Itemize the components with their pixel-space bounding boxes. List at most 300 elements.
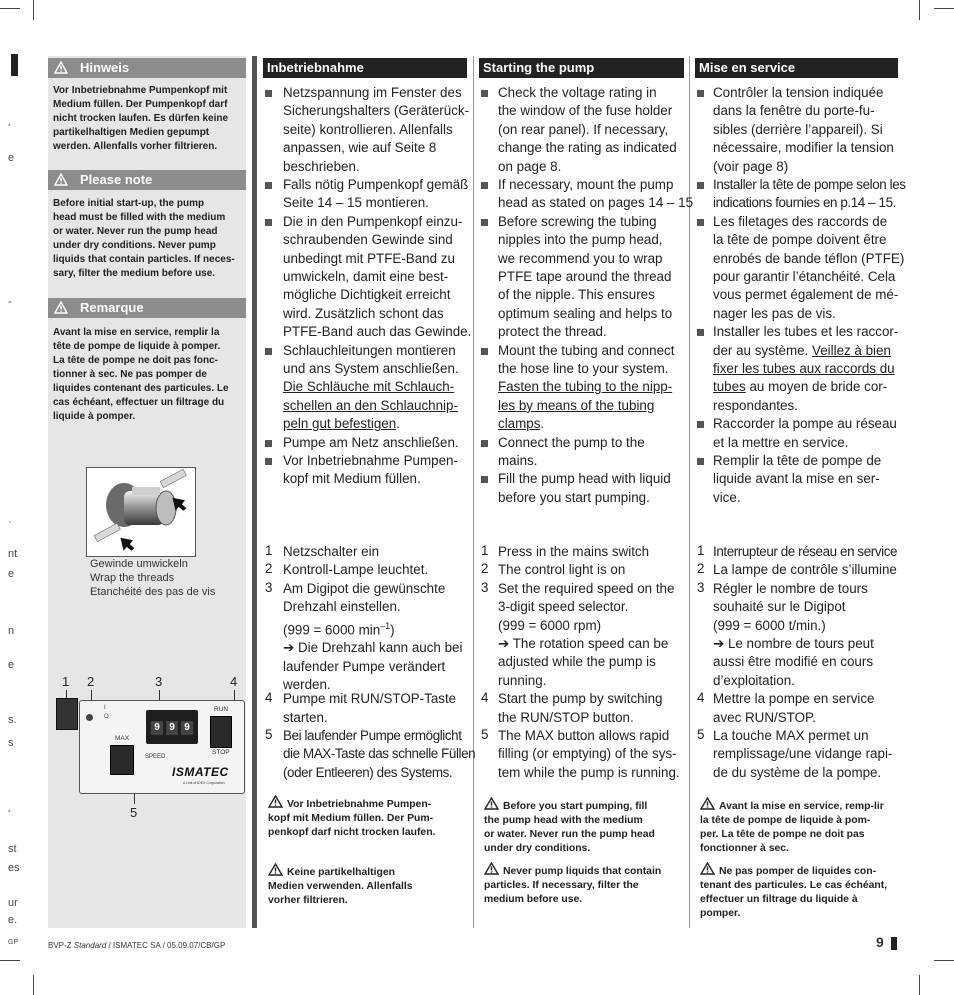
warning-note: [484, 797, 655, 856]
bullet-line: vous permet également de mé-: [713, 287, 899, 303]
warning-line: [700, 814, 884, 828]
warning-text: per. La tête de pompe ne doit pas: [700, 829, 865, 840]
margin-fragment: ‘: [8, 122, 11, 134]
step-line: Bei laufender Pumpe ermöglicht: [283, 728, 462, 743]
crop-mark: [33, 0, 34, 20]
bullet-item: [713, 213, 904, 323]
footer-variant: Standard: [73, 941, 107, 950]
panel-callout-4: 4: [230, 674, 238, 689]
bullet-line: pour garantir l’étanchéité. Cela: [713, 269, 896, 285]
margin-fragment: e: [8, 152, 15, 164]
crop-mark: [0, 960, 20, 961]
step-item: [498, 543, 649, 561]
bullet-line: dans la fenêtre du porte-fu-: [713, 103, 875, 119]
bullet-line: [498, 397, 674, 415]
warning-line: [484, 828, 655, 842]
bullet-square: [265, 90, 272, 97]
bullet-square: [265, 348, 272, 355]
step-number: 5: [697, 727, 705, 742]
crop-mark: [934, 8, 954, 9]
step-item: [283, 690, 456, 727]
step-line: Am Digipot die gewünschte: [283, 580, 446, 596]
warning-line: [700, 828, 884, 842]
bullet-line: [283, 378, 459, 396]
bullet-line: Mount the tubing and connect: [498, 342, 675, 358]
warning-line: [484, 797, 655, 814]
warning-text: fonctionner à sec.: [700, 843, 789, 854]
bullet-line: [713, 378, 898, 396]
bullet-line: [283, 415, 459, 433]
sidebar-text-line: liquide à pomper.: [53, 411, 136, 422]
bullet-line: [498, 378, 674, 396]
bullet-square: [697, 421, 704, 428]
bullet-line: vice.: [713, 489, 741, 505]
sidebar-text-line: liquids that contain particles. If neces-: [53, 254, 235, 265]
bullet-line: Raccorder la pompe au réseau: [713, 416, 897, 432]
bullet-line: respondantes.: [713, 397, 798, 413]
bullet-item: [713, 323, 898, 415]
bullet-line: Contrôler la tension indiquée: [713, 85, 884, 100]
max-label: MAX: [115, 735, 130, 742]
bullet-line: [713, 360, 898, 378]
bullet-item: [498, 213, 672, 342]
sidebar-text-line: Before initial start-up, the pump: [53, 198, 205, 209]
bullet-item: [498, 176, 693, 213]
bullet-line: Check the voltage rating in: [498, 85, 657, 100]
footer-model: BVP-Z: [48, 941, 72, 950]
control-lamp: [86, 714, 93, 721]
step-number: 2: [481, 561, 489, 577]
step-number: 1: [481, 543, 489, 558]
step-line: Drehzahl einstellen.: [283, 599, 401, 615]
step-item: [283, 727, 475, 782]
warning-text: Medien verwenden. Allenfalls: [268, 881, 413, 892]
digipot-digit-1: 9: [151, 721, 163, 735]
bullet-square: [265, 219, 272, 226]
bullet-item: [283, 213, 471, 342]
warning-text: tenant des particules. Le cas échéant,: [700, 880, 888, 891]
underlined-text: fixer les tubes aux raccords du: [713, 361, 895, 376]
step-line: Kontroll-Lampe leuchtet.: [283, 562, 429, 578]
bullet-line: Connect the pump to the: [498, 434, 645, 450]
crop-mark: [33, 975, 34, 995]
bullet-line: Les filetages des raccords de: [713, 213, 888, 229]
bullet-line: indications fournies en p.14 – 15.: [713, 195, 896, 211]
bullet-square: [481, 90, 488, 97]
warning-line: [484, 879, 661, 893]
bullet-line: Before screwing the tubing: [498, 213, 657, 229]
step-line: laufender Pumpe verändert: [283, 658, 446, 674]
step-line: (oder Entleeren) des Systems.: [283, 764, 453, 780]
bullet-square: [265, 440, 272, 447]
step-line: (999 = 6000 t/min.): [713, 617, 826, 633]
crop-mark: [919, 975, 920, 995]
bullet-item: [283, 176, 468, 213]
sidebar-text-line: cas échéant, effectuer un filtrage du: [53, 397, 225, 408]
indicator-on-label: I: [104, 705, 106, 711]
bullet-item: [498, 470, 671, 507]
caption-line: Wrap the threads: [90, 572, 175, 584]
step-line: die MAX-Taste das schnelle Füllen: [283, 746, 476, 762]
crop-mark: [0, 8, 20, 9]
bullet-line: If necessary, mount the pump: [498, 177, 674, 192]
bullet-line: PTFE-Band auch das Gewinde.: [283, 324, 472, 340]
crop-mark: [934, 960, 954, 961]
please-note-heading: [48, 170, 246, 190]
step-line: (999 = 6000 $\min^{-1}$): [283, 620, 395, 638]
bullet-line: optimum sealing and helps to: [498, 305, 673, 321]
underlined-text: Veillez à bien: [812, 342, 891, 358]
bullet-line: change the rating as indicated: [498, 140, 677, 156]
page-number: 9: [876, 934, 884, 950]
superscript-exponent: –1: [380, 620, 391, 631]
bullet-line: we recommend you to wrap: [498, 250, 663, 266]
step-line: Pumpe mit RUN/STOP-Taste: [283, 691, 457, 707]
bullet-line: seite) kontrollieren. Allenfalls: [283, 121, 453, 137]
step-number: 5: [481, 727, 489, 742]
bullet-line: before you start pumping.: [498, 489, 650, 505]
bullet-line: the hose line to your system.: [498, 361, 669, 376]
underlined-text: tubes: [713, 379, 746, 395]
step-line: de du système de la pompe.: [713, 764, 882, 780]
margin-fragment: e: [8, 659, 15, 671]
step-line: avec RUN/STOP.: [713, 709, 816, 725]
bullet-line: (on rear panel). If necessary,: [498, 121, 669, 137]
warning-icon: [268, 795, 283, 808]
margin-fragment: ur: [8, 897, 18, 909]
step-item: [498, 727, 680, 782]
digipot-digit-2: 9: [166, 721, 178, 735]
warning-text: effectuer un filtrage du liquide à: [700, 894, 858, 905]
warning-icon: [54, 61, 68, 74]
pump-head-photo: [86, 467, 196, 557]
step-number: 1: [265, 543, 273, 558]
hinweis-title: Hinweis: [80, 60, 130, 75]
footer-rest: / ISMATEC SA / 05.09.07/CB/GP: [106, 941, 226, 950]
bullet-line: und ans System anschließen.: [283, 361, 459, 376]
bullet-square: [697, 219, 704, 226]
bullet-line: protect the thread.: [498, 324, 607, 340]
step-line: aussi être modifié en cours: [713, 654, 874, 670]
warning-text: kopf mit Medium füllen. Der Pum-: [268, 813, 434, 824]
bullet-line: PTFE tape around the thread: [498, 269, 672, 285]
warning-note: [700, 797, 884, 856]
bullet-line: enrobés de bande téflon (PTFE): [713, 250, 905, 266]
bullet-line: mögliche Dichtigkeit erreicht: [283, 287, 451, 303]
step-line: the RUN/STOP button.: [498, 709, 634, 725]
bullet-line: mains.: [498, 453, 538, 468]
margin-fragment: st: [8, 843, 17, 855]
warning-note: [484, 862, 661, 907]
warning-line: [268, 863, 413, 880]
digipot-digit-3: 9: [181, 721, 193, 735]
warning-line: [700, 842, 884, 856]
bullet-line: Netzspannung im Fenster des: [283, 85, 462, 100]
sidebar-text-line: under dry conditions. Never pump: [53, 240, 216, 251]
bullet-line: wird. Zusätzlich schont das: [283, 305, 444, 321]
bullet-line: Schlauchleitungen montieren: [283, 342, 456, 358]
bullet-line: head as stated on pages 14 – 15: [498, 195, 694, 211]
bullet-square: [481, 182, 488, 189]
bullet-line: [283, 397, 459, 415]
run-label: RUN: [214, 706, 229, 713]
column-separator: [473, 56, 474, 928]
bullet-line: Die in den Pumpenkopf einzu-: [283, 213, 463, 229]
bullet-line: der au système. Veillez à bien: [713, 342, 891, 358]
step-line: Régler le nombre de tours: [713, 580, 868, 596]
step-line: Interrupteur de réseau en service: [713, 544, 898, 559]
sidebar-text-line: Avant la mise en service, remplir la: [53, 327, 220, 338]
step-item: [713, 580, 874, 690]
warning-icon: [484, 862, 499, 875]
margin-fragment: GP: [8, 939, 19, 946]
sidebar-text-line: or water. Never run the pump head: [53, 226, 218, 237]
margin-fragment: e: [8, 568, 15, 580]
en-heading: Starting the pump: [479, 58, 684, 78]
sidebar-text-line: Vor Inbetriebnahme Pumpenkopf mit: [53, 85, 228, 96]
bullet-line: nécessaire, modifier la tension: [713, 140, 894, 156]
fr-heading: Mise en service: [695, 58, 898, 78]
warning-note: [268, 863, 413, 908]
bullet-line: [498, 415, 674, 433]
step-line: Set the required speed on the: [498, 580, 675, 596]
step-line: Press in the mains switch: [498, 544, 650, 559]
bullet-text: .: [396, 416, 400, 432]
hinweis-text: [53, 84, 245, 154]
bullet-item: [498, 342, 674, 434]
warning-line: [700, 893, 887, 907]
speed-label: SPEED: [145, 754, 166, 760]
warning-line: [484, 862, 661, 879]
remarque-heading: [48, 298, 246, 318]
warning-text: Vor Inbetriebnahme Pumpen-: [287, 799, 432, 810]
warning-text: medium before use.: [484, 894, 583, 905]
warning-line: [484, 814, 655, 828]
panel-callout-2: 2: [87, 674, 95, 689]
underlined-text: Die Schläuche mit Schlauch-: [283, 379, 455, 395]
bullet-line: Pumpe am Netz anschließen.: [283, 434, 459, 450]
bullet-line: on page 8.: [498, 158, 562, 174]
please-note-text: [53, 197, 245, 281]
bullet-line: Vor Inbetriebnahme Pumpen-: [283, 453, 458, 468]
bullet-line: (voir page 8): [713, 158, 789, 174]
step-line: d’exploitation.: [713, 672, 795, 688]
warning-line: [700, 797, 884, 814]
warning-text: Never pump liquids that contain: [503, 866, 662, 877]
bullet-line: Sicherungshalters (Geräterück-: [283, 103, 470, 119]
bullet-square: [265, 458, 272, 465]
step-number: 3: [697, 579, 705, 595]
bullet-line: Fill the pump head with liquid: [498, 471, 671, 487]
caption-line: Gewinde umwickeln: [90, 558, 188, 570]
warning-line: [484, 842, 655, 856]
bullet-line: sibles (derrière l’appareil). Si: [713, 121, 883, 137]
margin-fragment: es: [8, 862, 20, 874]
bullet-item: [713, 415, 897, 452]
step-item: [498, 690, 663, 727]
warning-text: Before you start pumping, fill: [503, 801, 648, 812]
bullet-line: kopf mit Medium füllen.: [283, 471, 421, 487]
margin-fragment: s.: [8, 714, 17, 726]
figure-caption: [90, 557, 215, 599]
sidebar-text-line: Medium füllen. Der Pumpenkopf darf: [53, 99, 228, 110]
warning-text: Keine partikelhaltigen: [287, 867, 395, 878]
bullet-line: Falls nötig Pumpenkopf gemäß: [283, 177, 469, 192]
bullet-line: nipples into the pump head,: [498, 232, 663, 248]
mains-switch: [56, 698, 78, 730]
step-item: [283, 580, 462, 695]
step-item: [498, 580, 674, 690]
warning-text: la tête de pompe de liquide à pom-: [700, 815, 871, 826]
max-button: [110, 745, 134, 775]
de-heading: Inbetriebnahme: [263, 58, 467, 78]
caption-line: Etanchéité des pas de vis: [90, 586, 216, 598]
step-line: The MAX button allows rapid: [498, 728, 670, 743]
remarque-title: Remarque: [80, 300, 144, 315]
warning-icon: [700, 797, 715, 810]
bullet-square: [481, 219, 488, 226]
bullet-square: [697, 458, 704, 465]
step-line: La touche MAX permet un: [713, 728, 869, 743]
page-number-marker: [891, 937, 897, 950]
bullet-square: [265, 182, 272, 189]
bullet-line: beschrieben.: [283, 158, 360, 174]
bullet-item: [498, 84, 677, 176]
step-line: tem while the pump is running.: [498, 764, 680, 780]
bullet-line: nager les pas de vis.: [713, 305, 836, 321]
bullet-line: liquide avant la mise en ser-: [713, 471, 880, 487]
hinweis-heading: [48, 58, 246, 78]
please-note-title: Please note: [80, 172, 153, 187]
crop-mark: [919, 0, 920, 20]
margin-fragment: ·: [8, 516, 12, 528]
warning-text: penkopf darf nicht trocken laufen.: [268, 827, 436, 838]
step-item: [498, 561, 625, 579]
bullet-square: [481, 476, 488, 483]
indicator-off-label: O: [104, 714, 109, 720]
bullet-line: of the nipple. This ensures: [498, 287, 655, 303]
bullet-line: Installer les tubes et les raccor-: [713, 324, 899, 340]
ismatec-logo-subline: A Unit of IDEX Corporation: [183, 781, 225, 785]
bullet-square: [481, 440, 488, 447]
underlined-text: Fasten the tubing to the nipp-: [498, 379, 673, 395]
sidebar-text-line: La tête de pompe ne doit pas fonc-: [53, 355, 219, 366]
step-line: Start the pump by switching: [498, 691, 663, 707]
bullet-item: [283, 342, 459, 434]
bullet-line: la tête de pompe doivent être: [713, 232, 887, 248]
warning-text: under dry conditions.: [484, 843, 591, 854]
underlined-text: peln gut befestigen: [283, 416, 397, 432]
callout-line-1: [66, 690, 67, 698]
warning-text: vorher filtrieren.: [268, 895, 348, 906]
bullet-item: [713, 176, 906, 213]
bullet-item: [713, 452, 881, 507]
bullet-line: Remplir la tête de pompe de: [713, 453, 882, 468]
margin-fragment: ‘: [8, 808, 11, 820]
margin-fragment: n: [8, 625, 15, 637]
warning-line: [268, 812, 435, 826]
warning-text: Ne pas pomper de liquides con-: [719, 866, 877, 877]
bullet-square: [697, 182, 704, 189]
step-item: [283, 543, 379, 561]
bullet-square: [697, 90, 704, 97]
step-number: 3: [265, 579, 273, 595]
sidebar-text-line: partikelhaltigen Medien gepumpt: [53, 127, 210, 138]
step-number: 4: [265, 690, 273, 706]
underlined-text: clamps: [498, 416, 541, 432]
warning-icon: [700, 862, 715, 875]
stop-label: STOP: [212, 749, 230, 756]
step-line: adjusted while the pump is: [498, 654, 656, 670]
warning-note: [268, 795, 435, 840]
step-line: starten.: [283, 709, 328, 725]
warning-line: [268, 826, 435, 840]
underlined-text: schellen an den Schlauchnip-: [283, 397, 458, 413]
panel-callout-3: 3: [155, 674, 163, 689]
warning-note: [700, 862, 887, 921]
step-line: (999 = 6000 rpm): [498, 617, 602, 633]
step-line: ➔ The rotation speed can be: [498, 636, 669, 652]
step-line: filling (or emptying) of the sys-: [498, 746, 677, 762]
sidebar-text-line: nicht trocken laufen. Es dürfen keine: [53, 113, 229, 124]
ismatec-logo: ISMATEC: [172, 765, 229, 779]
step-line: ➔ Die Drehzahl kann auch bei: [283, 640, 463, 656]
step-number: 5: [265, 727, 273, 742]
warning-icon: [268, 863, 283, 876]
step-line: remplissage/une vidange rapi-: [713, 746, 893, 762]
bullet-line: umwickeln, damit eine best-: [283, 269, 449, 285]
sidebar-separator: [252, 56, 257, 928]
bullet-item: [713, 84, 894, 176]
step-line: ➔ Le nombre de tours peut: [713, 636, 874, 652]
step-line: The control light is on: [498, 562, 626, 578]
warning-line: [268, 894, 413, 908]
margin-fragment: s: [8, 737, 14, 749]
step-number: 2: [697, 561, 705, 577]
bullet-item: [283, 452, 458, 489]
bullet-line: the window of the fuse holder: [498, 103, 673, 119]
margin-fragment: nt: [8, 548, 18, 560]
warning-text: pomper.: [700, 908, 741, 919]
step-item: [713, 727, 892, 782]
bullet-line: schraubenden Gewinde sind: [283, 232, 453, 248]
sidebar-text-line: head must be filled with the medium: [53, 212, 226, 223]
remarque-text: [53, 326, 245, 424]
warning-line: [268, 795, 435, 812]
bullet-item: [283, 434, 459, 452]
step-line: Mettre la pompe en service: [713, 691, 875, 707]
step-number: 1: [697, 543, 705, 558]
warning-line: [700, 907, 887, 921]
panel-callout-5: 5: [130, 805, 138, 820]
step-item: [283, 561, 428, 579]
sidebar-text-line: werden. Allenfalls vorher filtrieren.: [53, 141, 218, 152]
bullet-text: au moyen de bride cor-: [745, 379, 888, 395]
bullet-text: .: [540, 416, 545, 432]
step-line: La lampe de contrôle s’illumine: [713, 562, 897, 578]
footer: [48, 941, 225, 950]
step-line: running.: [498, 672, 547, 688]
step-number: 4: [481, 690, 489, 706]
warning-text: Avant la mise en service, remp-lir: [719, 801, 884, 812]
margin-fragment: -: [8, 296, 12, 308]
bullet-square: [481, 348, 488, 355]
bullet-item: [498, 434, 645, 471]
sidebar-text-line: liquides contenant des particules. Le: [53, 383, 229, 394]
step-number: 2: [265, 561, 273, 577]
left-page-marker: [11, 54, 18, 76]
step-line: souhaité sur le Digipot: [713, 599, 846, 615]
